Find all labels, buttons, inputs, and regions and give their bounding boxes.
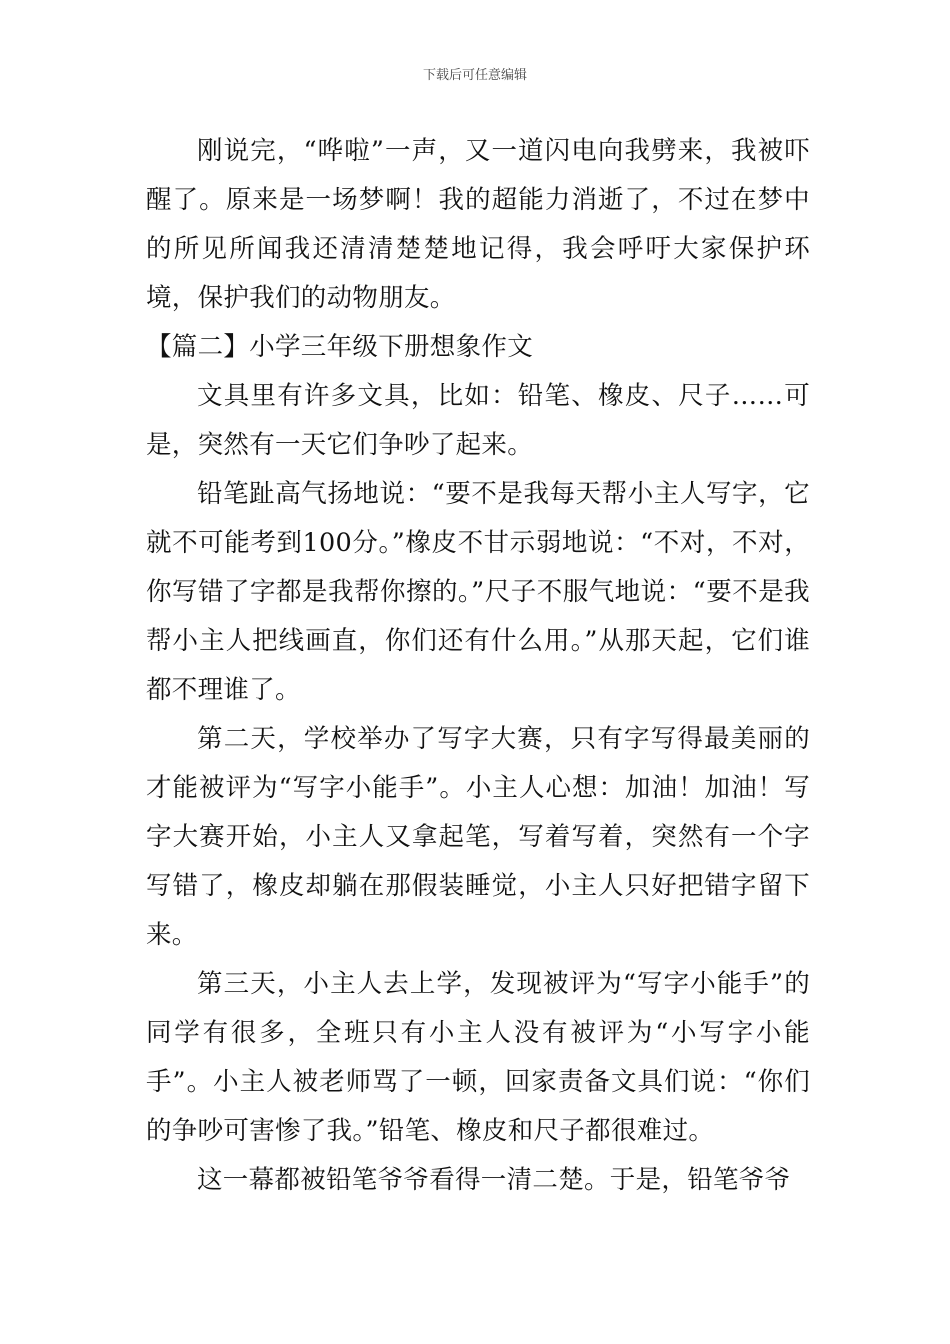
page-header: 下载后可任意编辑 — [422, 68, 527, 83]
paragraph: 第三天，小主人去上学，发现被评为“写字小能手”的同学有很多，全班只有小主人没有被评为“小写字小能手”。小主人被老师骂了一顿，回家责备文具们说：“你们的争吵可害惨了我。”铅笔、橡皮和尺子都很难过。 — [146, 969, 810, 1146]
paragraph: 刚说完，“哗啦”一声，又一道闪电向我劈来，我被吓醒了。原来是一场梦啊！我的超能力消逝了，不过在梦中的所见所闻我还清清楚楚地记得，我会呼吁大家保护环境，保护我们的动物朋友。 — [146, 136, 810, 313]
section-heading: 【篇二】小学三年级下册想象作文 — [146, 332, 534, 362]
paragraph: 这一幕都被铅笔爷爷看得一清二楚。于是，铅笔爷爷 — [197, 1165, 791, 1195]
paragraph: 文具里有许多文具，比如：铅笔、橡皮、尺子……可是，突然有一天它们争吵了起来。 — [146, 381, 810, 460]
paragraph: 铅笔趾高气扬地说：“要不是我每天帮小主人写字，它就不可能考到100分。”橡皮不甘示弱地说：“不对，不对，你写错了字都是我帮你擦的。”尺子不服气地说：“要不是我帮小主人把线画直，你们还有什么用。”从那天起，它们谁都不理谁了。 — [146, 479, 810, 705]
document-body — [146, 127, 810, 1205]
paragraph: 第二天，学校举办了写字大赛，只有字写得最美丽的才能被评为“写字小能手”。小主人心想：加油！加油！写字大赛开始，小主人又拿起笔，写着写着，突然有一个字写错了，橡皮却躺在那假装睡觉，小主人只好把错字留下来。 — [146, 724, 810, 950]
